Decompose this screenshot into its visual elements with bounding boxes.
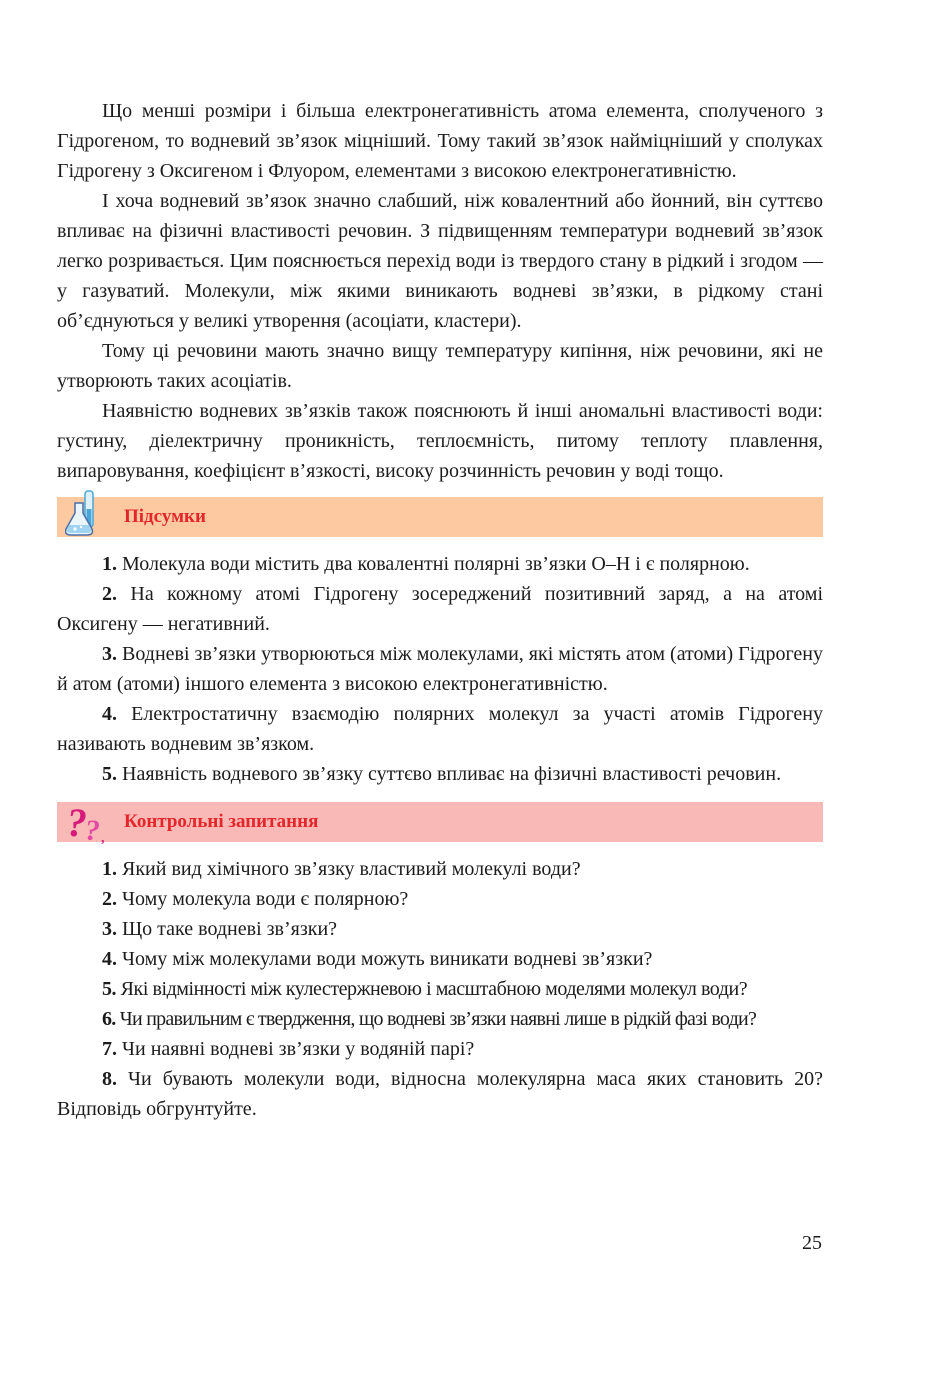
item-number: 5.	[102, 763, 117, 785]
questions-header	[57, 800, 823, 846]
item-number: 5.	[102, 978, 117, 1000]
item-number: 8.	[102, 1068, 117, 1090]
item-number: 3.	[102, 918, 117, 940]
question-item	[57, 944, 823, 974]
item-text: Наявність водневого зв’язку суттєво впливає на фізичні властивості речовин.	[122, 763, 782, 785]
item-text: Що таке водневі зв’язки?	[122, 918, 338, 940]
summary-title: Підсумки	[124, 506, 206, 527]
questions-title: Контрольні запитання	[124, 811, 319, 832]
question-item	[57, 1064, 823, 1124]
page-number: 25	[802, 1232, 822, 1254]
item-number: 4.	[102, 703, 117, 725]
item-text: Які відмінності між кулестержневою і масштабною моделями молекул води?	[120, 978, 748, 1000]
summary-item	[57, 759, 823, 789]
question-item	[57, 914, 823, 944]
item-number: 7.	[102, 1038, 117, 1060]
summary-item	[57, 549, 823, 579]
summary-item	[57, 639, 823, 699]
item-number: 1.	[102, 553, 117, 575]
item-text: Чи бувають молекули води, відносна молекулярна маса яких становить 20? Відповідь обгрунтуйте.	[57, 1068, 824, 1120]
item-number: 2.	[102, 888, 117, 910]
item-number: 1.	[102, 858, 117, 880]
page-content	[57, 96, 823, 1124]
item-text: Чи наявні водневі зв’язки у водяній парі?	[122, 1038, 475, 1060]
intro-paragraph: Наявністю водневих зв’язків також пояснюють й інші аномальні властивості води: густину, діелектричну проникність, теплоємність, питому теплоту плавлення, випаровування, коефіцієнт в’язкості, високу розчинність речовин у воді тощо.	[57, 400, 823, 482]
flask-icon	[65, 489, 107, 544]
item-text: Водневі зв’язки утворюються між молекулами, які містять атом (атоми) Гідрогену й атом (атоми) іншого елемента з високою електронегативністю.	[57, 643, 824, 695]
intro-paragraph: І хоча водневий зв’язок значно слабший, ніж ковалентний або йонний, він суттєво впливає на фізичні властивості речовин. З підвищенням температури водневий зв’язок легко розривається. Цим пояснюється перехід води із твердого стану в рідкий і згодом — у газуватий. Молекули, між якими виникають водневі зв’язки, в рідкому стані об’єднуються у великі утворення (асоціати, кластери).	[57, 190, 823, 332]
intro-paragraph: Що менші розміри і більша електронегативність атома елемента, сполученого з Гідрогеном, то водневий зв’язок міцніший. Тому такий зв’язок найміцніший у сполуках Гідрогену з Оксигеном і Флуором, елементами з високою електронегативністю.	[57, 100, 823, 182]
question-item	[57, 974, 823, 1004]
item-text: Електростатичну взаємодію полярних молекул за участі атомів Гідрогену називають водневим зв’язком.	[57, 703, 823, 755]
intro-paragraph: Тому ці речовини мають значно вищу температуру кипіння, ніж речовини, які не утворюють таких асоціатів.	[57, 340, 823, 392]
item-number: 6.	[102, 1008, 116, 1030]
question-marks-icon	[65, 794, 113, 851]
item-number: 3.	[102, 643, 117, 665]
item-number: 4.	[102, 948, 117, 970]
question-item	[57, 854, 823, 884]
item-text: Чому між молекулами води можуть виникати водневі зв’язки?	[122, 948, 653, 970]
summary-item	[57, 579, 823, 639]
item-text: Який вид хімічного зв’язку властивий молекулі води?	[122, 858, 581, 880]
summary-item	[57, 699, 823, 759]
question-item	[57, 1004, 823, 1034]
item-text: Чи правильним є твердження, що водневі зв’язки наявні лише в рідкій фазі води?	[119, 1008, 757, 1030]
svg-text:,: ,	[101, 831, 105, 846]
item-text: На кожному атомі Гідрогену зосереджений позитивний заряд, а на атомі Оксигену — негативний.	[57, 583, 823, 635]
svg-text:?: ?	[85, 814, 100, 846]
svg-text:?: ?	[67, 800, 87, 845]
question-item	[57, 1034, 823, 1064]
summary-header	[57, 497, 823, 537]
question-item	[57, 884, 823, 914]
item-number: 2.	[102, 583, 117, 605]
item-text: Молекула води містить два ковалентні полярні зв’язки О–Н і є полярною.	[122, 553, 750, 575]
item-text: Чому молекула води є полярною?	[122, 888, 409, 910]
